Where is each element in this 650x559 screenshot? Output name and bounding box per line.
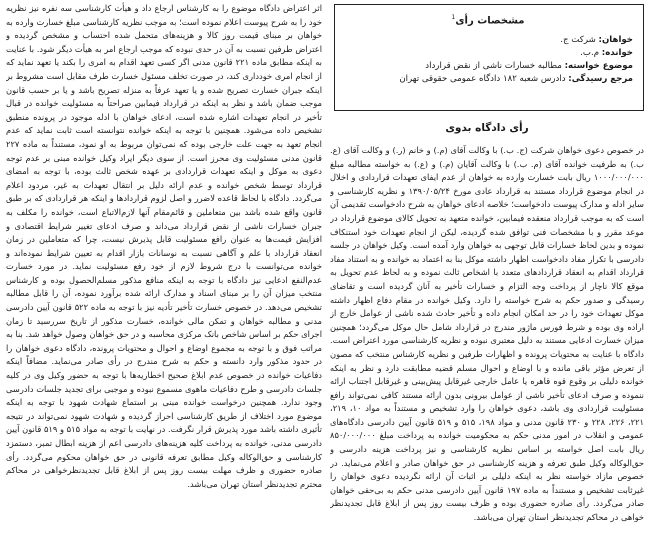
summary-row-defendant <box>343 47 633 60</box>
summary-box-title <box>343 11 633 28</box>
summary-row-subject <box>343 60 633 73</box>
right-column-paragraph: در خصوص دعوی خواهان شرکت (ج. ب.) با وکالت آقای (م.) و خانم (ر.) و وکالت آقای (ع. ب.) به طرفیت خوانده آقای (م. ب.) با وکالت آقایان (م.) و (ع.) به خواسته مطالبه مبلغ ۱۰۰۰/۰۰۰/۰۰۰ ریال بابت خسارت وارده به خواهان از عدم ایفای تعهدات قراردادی و اخلال در انجام موضوع قرارداد مستند به قرارداد عادی مورخ ۱۳۹۰/۰۵/۲۴ و نظریه کارشناسی و سایر ادله و مدارک پیوست دادخواست؛ خلاصه ادعای خواهان به شرح دادخواست تقدیمی آن است که به موجب قرارداد منعقده فیمابین، خوانده متعهد به تحویل کالای موضوع قرارداد در موعد مقرر و با مشخصات فنی توافق شده گردیده، لیکن از انجام تعهدات خود استنکاف نموده و بدین لحاظ خسارات قابل توجهی به خواهان وارد آمده است. وکیل خواهان در جلسه دادرسی با تکرار مفاد دادخواست اظهار داشته موکل بنا به اعتماد به خوانده و به استناد مفاد قرارداد اقدام به انعقاد قراردادهای متعدد با اشخاص ثالث نموده و به لحاظ عدم تحویل به موقع کالا ناچار از پرداخت وجه التزام و خسارات تأخیر به آنان گردیده است و تقاضای رسیدگی و صدور حکم به شرح خواسته را دارد. وکیل خوانده در مقام دفاع اظهار داشته موکل تعهدات خود را در حد امکان انجام داده و تأخیر حادث شده ناشی از عوامل خارج از اراده وی بوده و شرط فورس ماژور مندرج در قرارداد شامل حال موکل می‌گردد؛ همچنین میزان خسارت ادعایی مستند به دلیل معتبری نبوده و نظریه کارشناسی مورد اعتراض است. دادگاه با عنایت به محتویات پرونده و اظهارات طرفین و نظریه کارشناس منتخب که مصون از تعرض مؤثر باقی مانده و با اوضاع و احوال مسلم قضیه مطابقت دارد و نظر به اینکه خوانده دلیلی بر وقوع قوه قاهره یا عامل خارجی غیرقابل پیش‌بینی و غیرقابل اجتناب ارائه ننموده و صرف ادعای تأخیر ناشی از عوامل بیرونی بدون ارائه مستند کافی نمی‌تواند رافع مسئولیت قراردادی وی باشد، دعوی خواهان را وارد تشخیص و مستنداً به مواد ۱۰، ۲۱۹، ۲۲۱، ۲۲۶، ۲۲۸ و ۲۳۰ قانون مدنی و مواد ۱۹۸، ۵۱۵ و ۵۱۹ قانون آیین دادرسی دادگاه‌های عمومی و انقلاب در امور مدنی حکم به محکومیت خوانده به پرداخت مبلغ ۸۵۰/۰۰۰/۰۰۰ ریال بابت اصل خواسته بر اساس نظریه کارشناسی و نیز پرداخت هزینه دادرسی و حق‌الوکاله وکیل طبق تعرفه و هزینه کارشناسی در حق خواهان صادر و اعلام می‌نماید. در خصوص مازاد خواسته نظر به اینکه دلیلی بر اثبات آن ارائه نگردیده دعوی خواهان را غیرثابت تشخیص و مستنداً به ماده ۱۹۷ قانون آیین دادرسی مدنی حکم به بی‌حقی خواهان صادر می‌گردد. رأی صادره حضوری بوده و ظرف بیست روز پس از ابلاغ قابل تجدیدنظر خواهی در محاکم تجدیدنظر استان تهران می‌باشد. <box>330 145 644 523</box>
summary-title-text: مشخصات رأی <box>455 15 525 27</box>
summary-row-key: خواهان: <box>598 34 633 45</box>
summary-row-value: شرکت ج. <box>560 34 596 45</box>
summary-row-key: خوانده: <box>601 47 633 58</box>
section-title: رأی دادگاه بدوی <box>445 122 529 134</box>
left-text-column <box>6 2 322 554</box>
summary-row-court <box>343 73 633 86</box>
summary-title-footnote: 1 <box>451 14 456 21</box>
summary-row-key: موضوع خواسته: <box>564 60 633 71</box>
summary-row-value: م.ب. <box>580 47 600 58</box>
summary-row-key: مرجع رسیدگی: <box>568 74 633 85</box>
left-column-paragraph: اثر اعتراض دادگاه موضوع را به کارشناس ارجاع داد و هیأت کارشناسی سه نفره نیز نظریه خود را به شرح پیوست اعلام نموده است؛ به موجب نظریه کارشناسی مبلغ خسارت وارده به خواهان بر مبنای قیمت روز کالا و هزینه‌های متحمل شده احتساب و مشخص گردیده و اعتراض طرفین نسبت به آن در حدی نبوده که موجب ارجاع امر به هیأت دیگر شود. با عنایت به اینکه مطابق ماده ۲۲۱ قانون مدنی اگر کسی تعهد اقدام به امری را بکند یا تعهد نماید که از انجام امری خودداری کند، در صورت تخلف مسئول خسارت طرف مقابل است مشروط بر اینکه جبران خسارت تصریح شده و یا تعهد عرفاً به منزله تصریح باشد و یا بر حسب قانون موجب ضمان باشد و نظر به اینکه در قرارداد فیمابین صراحتاً به مسئولیت خوانده در قبال تأخیر در انجام تعهدات اشاره شده است، ادعای خواهان با ادله موجود در پرونده منطبق تشخیص داده می‌شود. همچنین با توجه به اینکه خوانده نتوانسته است ثابت نماید که عدم انجام تعهد به جهت علت خارجی بوده که نمی‌توان مربوط به او نمود، مستنداً به ماده ۲۲۷ قانون مدنی مسئولیت وی محرز است. از سوی دیگر ایراد وکیل خوانده مبنی بر عدم توجه دعوی به موکل و اینکه تعهدات قراردادی بر عهده شخص ثالث بوده، با توجه به امضای قرارداد توسط شخص خوانده و عدم ارائه دلیل بر انتقال تعهدات به غیر، مردود اعلام می‌گردد. دادگاه با لحاظ قاعده لاضرر و اصل لزوم قراردادها و اینکه هر قراردادی که بر طبق قانون واقع شده باشد بین متعاملین و قائم‌مقام آنها لازم‌الاتباع است، خوانده را مکلف به جبران خسارات ناشی از نقض قرارداد می‌داند و صرف ادعای تغییر شرایط اقتصادی و افزایش قیمت‌ها به عنوان رافع مسئولیت قابل پذیرش نیست، چرا که متعاملین در زمان انعقاد قرارداد با علم و آگاهی نسبت به نوسانات بازار اقدام به تعیین شرایط نموده‌اند و خوانده می‌توانست با درج شروط لازم از خود رفع مسئولیت نماید. در مورد خسارت عدم‌النفع ادعایی نیز دادگاه با توجه به اینکه منافع مذکور مسلم‌الحصول بوده و کارشناس منتخب میزان آن را بر مبنای اسناد و مدارک ارائه شده برآورد نموده، آن را قابل مطالبه تشخیص می‌دهد. در خصوص خسارت تأخیر تأدیه نیز با توجه به ماده ۵۲۲ قانون آیین دادرسی مدنی و مطالبه خواهان و تمکن مالی خوانده، خسارت مذکور از تاریخ سررسید تا زمان اجرای حکم بر اساس شاخص بانک مرکزی محاسبه و در حق خواهان وصول خواهد شد. بنا به مراتب فوق و با توجه به مجموع اوضاع و احوال و محتویات پرونده، دادگاه دعوی خواهان را در حدود مذکور وارد دانسته و حکم به شرح مندرج در رأی صادر می‌نماید. مضافاً اینکه دفاعیات خوانده در خصوص عدم ابلاغ صحیح اخطاریه‌ها با توجه به حضور وکیل وی در کلیه جلسات دادرسی و طرح دفاعیات ماهوی مسموع نبوده و موجبی برای تجدید جلسات دادرسی وجود ندارد. همچنین درخواست خوانده مبنی بر استماع شهادت شهود با توجه به اینکه موضوع مورد اختلاف از طریق کارشناسی احراز گردیده و شهادت شهود نمی‌تواند در نتیجه تأثیری داشته باشد مورد پذیرش قرار نگرفت. در نهایت با توجه به مواد ۵۱۵ و ۵۱۹ قانون آیین دادرسی مدنی، خوانده به پرداخت کلیه هزینه‌های دادرسی اعم از هزینه ابطال تمبر، دستمزد کارشناسی و حق‌الوکاله وکیل مطابق تعرفه قانونی در حق خواهان محکوم می‌گردد. رأی صادره حضوری و ظرف مهلت بیست روز پس از ابلاغ قابل تجدیدنظرخواهی در محاکم محترم تجدیدنظر استان تهران می‌باشد. <box>6 3 322 489</box>
summary-row-value: دادرس شعبه ۱۸۲ دادگاه عمومی حقوقی تهران <box>399 74 566 85</box>
ruling-summary-box <box>334 4 644 111</box>
right-text-column <box>330 144 644 556</box>
summary-row-plaintiff <box>343 34 633 47</box>
summary-row-value: مطالبه خسارات ناشی از نقض قرارداد <box>425 60 562 71</box>
